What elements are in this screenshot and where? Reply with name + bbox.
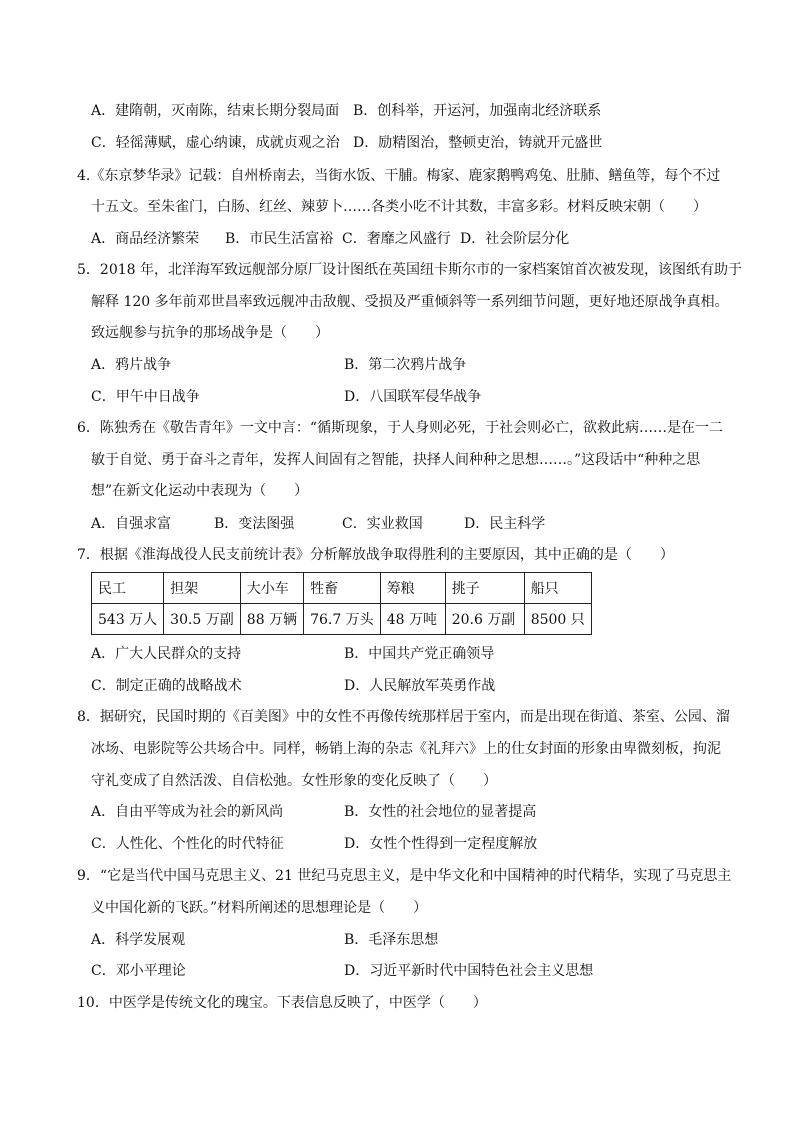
q8-stem-line-1: 8．据研究，民国时期的《百美图》中的女性不再像传统那样居于室内，而是出现在街道、茶室、公园、溜 xyxy=(77,709,730,725)
q9-stem-line-2: 义中国化新的飞跃。”材料所阐述的思想理论是（ ） xyxy=(91,900,428,916)
q4-option-d: D．社会阶层分化 xyxy=(460,231,570,247)
q5-option-a: A．鸦片战争 xyxy=(91,357,172,373)
q5-option-c: C．甲午中日战争 xyxy=(91,389,200,405)
table-header-cell: 担架 xyxy=(164,573,241,604)
q5-stem-line-1: 5．2018 年，北洋海军致远舰部分原厂设计图纸在英国纽卡斯尔市的一家档案馆首次被发现，该图纸有助于 xyxy=(77,262,742,278)
q4-option-c: C．奢靡之风盛行 xyxy=(342,231,451,247)
q7-option-d: D．人民解放军英勇作战 xyxy=(344,678,496,694)
q5-stem-line-3: 致远舰参与抗争的那场战争是（ ） xyxy=(91,325,329,341)
q8-stem-line-3: 守礼变成了自然活泼、自信松弛。女性形象的变化反映了（ ） xyxy=(91,773,497,789)
q9-option-d: D．习近平新时代中国特色社会主义思想 xyxy=(344,963,594,979)
table-cell: 30.5 万副 xyxy=(164,604,241,635)
q4-option-b: B．市民生活富裕 xyxy=(225,231,334,247)
q3-option-b: B．创科举，开运河，加强南北经济联系 xyxy=(353,103,602,119)
q9-option-b: B．毛泽东思想 xyxy=(344,932,439,948)
q8-stem-line-2: 冰场、电影院等公共场合中。同样，畅销上海的杂志《礼拜六》上的仕女封面的形象由卑微刻板，拘泥 xyxy=(91,741,721,757)
q8-option-d: D．女性个性得到一定程度解放 xyxy=(344,836,538,852)
table-cell: 8500 只 xyxy=(524,604,591,635)
q4-stem-line-2: 十五文。至朱雀门，白肠、红丝、辣萝卜……各类小吃不计其数，丰富多彩。材料反映宋朝（ ） xyxy=(91,199,707,215)
table-header-cell: 筹粮 xyxy=(380,573,445,604)
q6-option-b: B．变法图强 xyxy=(214,516,295,532)
table-header-row xyxy=(92,573,592,604)
q6-option-c: C．实业救国 xyxy=(342,516,423,532)
table-header-cell: 挑子 xyxy=(445,573,524,604)
q10-stem-line-1: 10．中医学是传统文化的瑰宝。下表信息反映了，中医学（ ） xyxy=(77,995,487,1011)
q5-option-d: D．八国联军侵华战争 xyxy=(344,389,482,405)
table-header-cell: 大小车 xyxy=(240,573,303,604)
q4-option-a: A．商品经济繁荣 xyxy=(91,231,200,247)
q4-stem-line-1: 4.《东京梦华录》记载：自州桥南去，当街水饭、干脯。梅家、鹿家鹅鸭鸡兔、肚肺、鳝鱼等，每个不过 xyxy=(77,168,721,184)
q9-stem-line-1: 9．“它是当代中国马克思主义、21 世纪马克思主义，是中华文化和中国精神的时代精华，实现了马克思主 xyxy=(77,868,732,884)
q6-stem-line-1: 6．陈独秀在《敬告青年》一文中言：“循斯现象，于人身则必死，于社会则必亡，欲救此病……是在一二 xyxy=(77,420,724,436)
q3-option-c: C．轻徭薄赋，虚心纳谏，成就贞观之治 xyxy=(91,135,340,151)
q7-option-b: B．中国共产党正确领导 xyxy=(344,646,495,662)
q5-option-b: B．第二次鸦片战争 xyxy=(344,357,467,373)
q7-option-c: C．制定正确的战略战术 xyxy=(91,678,242,694)
table-header-cell: 牲畜 xyxy=(304,573,381,604)
table-header-cell: 民工 xyxy=(92,573,164,604)
q6-option-d: D．民主科学 xyxy=(464,516,546,532)
q7-stem-line-1: 7．根据《淮海战役人民支前统计表》分析解放战争取得胜利的主要原因，其中正确的是（ ） xyxy=(77,547,674,563)
q9-option-c: C．邓小平理论 xyxy=(91,963,186,979)
q5-stem-line-2: 解释 120 多年前邓世昌率致远舰冲击敌舰、受损及严重倾斜等一系列细节问题，更好地还原战争真相。 xyxy=(91,294,729,310)
q8-option-c: C．人性化、个性化的时代特征 xyxy=(91,836,284,852)
q6-option-a: A．自强求富 xyxy=(91,516,172,532)
table-row xyxy=(92,604,592,635)
table-header-cell: 船只 xyxy=(524,573,591,604)
q6-stem-line-2: 敏于自觉、勇于奋斗之青年，发挥人间固有之智能，抉择人间种种之思想……。”这段话中“种种之思 xyxy=(91,452,701,468)
q8-option-b: B．女性的社会地位的显著提高 xyxy=(344,804,537,820)
q3-option-a: A．建隋朝，灭南陈，结束长期分裂局面 xyxy=(91,103,340,119)
table-cell: 76.7 万头 xyxy=(304,604,381,635)
table-cell: 543 万人 xyxy=(92,604,164,635)
table-cell: 20.6 万副 xyxy=(445,604,524,635)
q3-option-d: D．励精图治，整顿吏治，铸就开元盛世 xyxy=(353,135,603,151)
q8-option-a: A．自由平等成为社会的新风尚 xyxy=(91,804,284,820)
table-cell: 88 万辆 xyxy=(240,604,303,635)
support-statistics-table xyxy=(91,572,592,635)
q9-option-a: A．科学发展观 xyxy=(91,932,186,948)
q6-stem-line-3: 想”在新文化运动中表现为（ ） xyxy=(91,483,309,499)
q7-option-a: A．广大人民群众的支持 xyxy=(91,646,242,662)
table-cell: 48 万吨 xyxy=(380,604,445,635)
